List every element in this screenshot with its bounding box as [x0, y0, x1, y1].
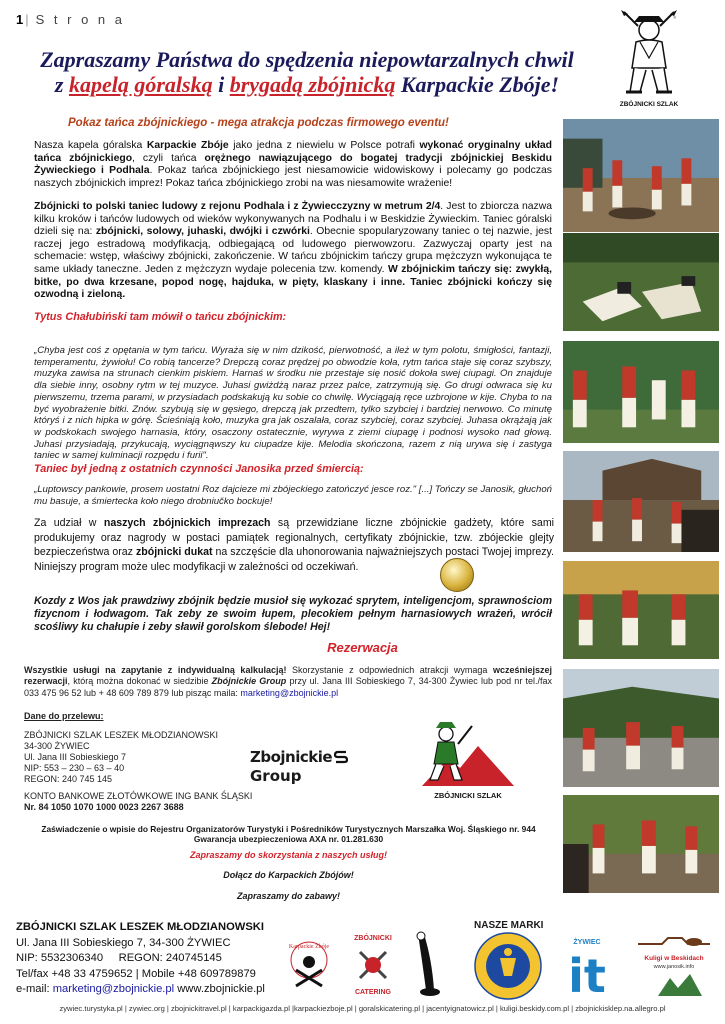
gadgets-paragraph: Za udział w naszych zbójnickich imprezach są przewidziane liczne zbójnickie gadżety, które sami produkujemy oraz nagrody w postaci pamiątek regionalnych, certyfikaty zbójnickie, tzw. zbójeckie glejty bezpieczeństwa oraz zbójnicki dukat na szczęście dla uhonorowania najważniejszych postaci Twojej imprezy. Niniejszy program może ulec modyfikacji w zależności od oczekiwań. [34, 517, 554, 573]
svg-text:ŻYWIEC: ŻYWIEC [573, 939, 601, 946]
zbojnicki-catering-mark[interactable] [348, 932, 398, 998]
tytus-heading: Tytus Chałubiński tam mówił o tańcu zbójnickim: [34, 311, 287, 323]
brygada-link[interactable]: brygadą zbójnicką [229, 72, 396, 97]
join-text: Dołącz do Karpackich Zbójów! [223, 870, 354, 880]
svg-text:ZBÓJNICKI SZLAK: ZBÓJNICKI SZLAK [434, 791, 502, 800]
zywiec-it-mark[interactable] [560, 934, 614, 1000]
transfer-line: 34-300 ŻYWIEC [24, 741, 90, 751]
reservation-text: Wszystkie usługi na zapytanie z indywidualną kalkulacją! Skorzystanie z odpowiednich atrakcji wymaga wcześniejszej rezerwacji, którą można dokonać w siedzibie Zbójnickie Group przy ul. Jana III Sobieskiego 7, 34-300 Żywiec lub pod nr tel./fax 033 475 96 52 lub + 48 609 789 879 lub pisząc maila: marketing@zbojnickie.pl [24, 665, 552, 698]
svg-text:Karpackie Zbóje: Karpackie Zbóje [288, 944, 330, 950]
transfer-heading: Dane do przelewu: [24, 711, 104, 721]
karpackie-zboje-mark[interactable] [284, 938, 334, 998]
footer-email-link[interactable]: marketing@zbojnickie.pl [52, 983, 175, 995]
tourist-info-centre-mark[interactable] [470, 930, 546, 1004]
zbojnickie-group-logo: ZbojnickieGroup [250, 748, 390, 772]
footer-company: ZBÓJNICKI SZLAK LESZEK MŁODZIANOWSKI [16, 921, 264, 933]
dance-photo-7 [562, 794, 720, 894]
bottom-links: zywiec.turystyka.pl | zywiec.org | zbojnickitravel.pl | karpackigazda.pl |karpackiezboje.pl | goralskicatering.pl | jacentyignatowicz.pl | kuligi.beskidy.com.pl | zbojnickisklep.na.allegro.pl [59, 1004, 666, 1013]
footer-www: www.zbojnickie.pl [174, 983, 265, 995]
zbojnicki-szlak-logo [418, 716, 518, 802]
kapela-link[interactable]: kapelą góralską [68, 72, 213, 97]
page-label: S t r o n a [35, 12, 125, 27]
group-s-icon [334, 750, 348, 764]
dance-photo-4 [562, 450, 720, 553]
tytus-quote: „Chyba jest coś z opętania w tym tańcu. Wyraża się w nim dzikość, pierwotność, a ileż w tym polotu, śmigłości, fantazji, temperamentu, żywiołu! Co robią tancerze? Drepczą coraz prędzej po obwodzie koła, rytm tańca staje się coraz szybszy, muzyka zawisa na strunach cienkim piskiem. Harnaś w środku nie przestaje się nosić dokoła swej ciupagi. On znajduje dla siebie inny, osobny rytm w tej muzyce. Juhasi gwiżdżą naraz przez palce, zatrzymują się. Go drugi odwraca się ku pierwszemu, trzema parami, w przysiadach podskakują ku sobie co chwilę. Wyciągają ręce uzbrojone w kije. Chyba to na być wyobrażenie bitki. Znów. szybują się w gęsiego, drepczą jak przedtem, tylko szybciej i bardziej nerwowo. Co minutę któryś i z nich hipka w górę. Ścieśniają koło, muzyka gra jak oszalała, coraz szybciej, coraz szybciej. Juhasa okrążają jak w podskokach swojego harnasia, który, osaczony ostatecznie, wyrywa z ziemi ciupagę i podnosi wysoko nad głową. Juhasi przysiadają, przykucają, wyciągnąwszy ku ciupadze kije. Melodia skończona, razem z nią urywa się i zastyga taniec w samej kulminacji rozpędu i furii". [34, 345, 552, 462]
dukat-coin-icon [440, 558, 474, 592]
footer-phone: Tel/fax +48 33 4759652 | Mobile +48 609789879 [16, 967, 256, 980]
fun-text: Zapraszamy do zabawy! [236, 891, 341, 901]
page-header: 1 | S t r o n a [16, 12, 125, 27]
trumpet-mark[interactable] [410, 930, 450, 1000]
rezerwacja-heading: Rezerwacja [327, 640, 398, 655]
dance-photo-5 [562, 560, 720, 660]
top-logo-text: ZBÓJNICKI SZLAK [619, 101, 679, 108]
zbojnicki-szlak-top-logo [604, 8, 694, 108]
header-dot: * [673, 14, 677, 24]
subtitle: Pokaz tańca zbójnickiego - mega atrakcja podczas firmowego eventu! [68, 117, 449, 129]
dance-photo-3 [562, 340, 720, 444]
main-title-line2: z kapelą góralską i brygadą zbójnicką Karpackie Zbóje! [54, 72, 560, 97]
svg-text:www.janosik.info: www.janosik.info [653, 964, 695, 970]
footer-ids: NIP: 5532306340 REGON: 240745145 [16, 952, 222, 964]
footer-address: Ul. Jana III Sobieskiego 7, 34-300 ŻYWIEC [16, 936, 231, 949]
janosik-quote: „Luptowscy pankowie, prosem uostatni Roz dajcieze mi zbójeckiego zatończyć jesce roz." [...] Tończy se Janosik, głuchoń mu basuje, a śmiertecka koło niego drobniučko bockuje! [34, 484, 552, 507]
janosik-heading: Taniec był jedną z ostatnich czynności Janosika przed śmiercią: [34, 463, 364, 475]
invite-text: Zapraszamy do skorzystania z naszych usług! [189, 850, 388, 860]
bank-name: KONTO BANKOWE ZŁOTÓWKOWE ING BANK ŚLĄSKI [24, 791, 253, 801]
svg-text:Kuligi w Beskidach: Kuligi w Beskidach [644, 955, 704, 962]
transfer-line: ZBÓJNICKI SZLAK LESZEK MŁODZIANOWSKI [24, 730, 219, 740]
dance-description: Zbójnicki to polski taniec ludowy z rejonu Podhala i z Żywiecczyzny w metrum 2/4. Jest to zbiorcza nazwa kilku kroków i tańców ludowych od wieków wykonywanych na Podhalu i w Beskidzie Żywieckim. Taniec góralski dzieli się na: zbójnicki, solowy, juhaski, dwójki i czwórki. Obecnie spopularyzowany taniec o tej nazwie, jest raczej jego estradową modyfikacją, odbiegającą od ludowego pierwowzoru. Zazwyczaj oparty jest na schemacie: wstęp, właściwy zbójnicki, zakończenie. W tańcu zbójnickim tańczy grupa mężczyzn wykonująca te same układy taneczne. Jeden z mężczyzn wydaje polecenia tzw. komendy. W zbójnickim tańczy się: zwykłą, bitke, po dwa krzesane, popod nogę, hajduka, w pięty, klaskany i inne. Taniec zbójnicki kończy się ozwodną i zieloną. [34, 201, 552, 301]
intro-paragraph: Nasza kapela góralska Karpackie Zbóje jako jedna z niewielu w Polsce potrafi wykonać oryginalny układ tańca zbójnickiego, czyli tańca orężnego nawiązującego do bogatej tradycji zbójnickiej Beskidu Żywieckiego i Podhala. Pokaz tańca zbójnickiego jest niesamowicie widowiskowy i polecamy go podczas naszych zbójnickich imprez! Pokaz tańca zbójnickiego zrobi na was niesamowite wrażenie! [34, 140, 552, 189]
cert-line2: Gwarancja ubezpieczeniowa AXA nr. 01.281.630 [193, 834, 384, 844]
page-number: 1 [16, 12, 24, 27]
transfer-line: Ul. Jana III Sobieskiego 7 [24, 752, 127, 762]
closing-text: Kozdy z Wos jak prawdziwy zbójnik będzie musioł się wykozać sprytem, inteligencjom, sprawnościom fizycnom i łodwagom. Tak zeby ze swoim łupem, plecokiem pełnym harnasiowych wrażeń, wrócił scośliwy ku chałupie i zeby sławił gorolskom ślebode! Hej! [34, 595, 552, 634]
svg-text:CATERING: CATERING [354, 989, 392, 996]
main-title-line1: Zapraszamy Państwa do spędzenia niepowtarzalnych chwil [40, 47, 574, 72]
svg-text:it: it [568, 949, 606, 1000]
transfer-line: REGON: 240 745 145 [24, 774, 113, 784]
svg-text:ZBÓJNICKI: ZBÓJNICKI [354, 935, 392, 942]
bank-account: Nr. 84 1050 1070 1000 0023 2267 3688 [24, 802, 184, 812]
brands-heading: NASZE MARKI [474, 920, 544, 931]
dance-photo-1 [562, 118, 720, 234]
footer-contact: ZBÓJNICKI SZLAK LESZEK MŁODZIANOWSKI Ul. Jana III Sobieskiego 7, 34-300 ŻYWIEC NIP: 5532306340 REGON: 240745145 Tel/fax +48 33 4759652 | Mobile +48 609789879 e-mail: marketing@zbojnickie.pl www.zbojnickie.pl [16, 921, 265, 995]
cert-line1: Zaświadczenie o wpisie do Rejestru Organizatorów Turystyki i Pośredników Turystycznych Marszałka Woj. Śląskiego nr. 944 [41, 824, 536, 834]
dance-photo-6 [562, 668, 720, 788]
dance-photo-2 [562, 232, 720, 332]
transfer-line: NIP: 553 – 230 – 63 – 40 [24, 763, 125, 773]
kuligi-mark[interactable] [632, 930, 716, 1002]
reservation-email-link[interactable]: marketing@zbojnickie.pl [240, 687, 339, 698]
